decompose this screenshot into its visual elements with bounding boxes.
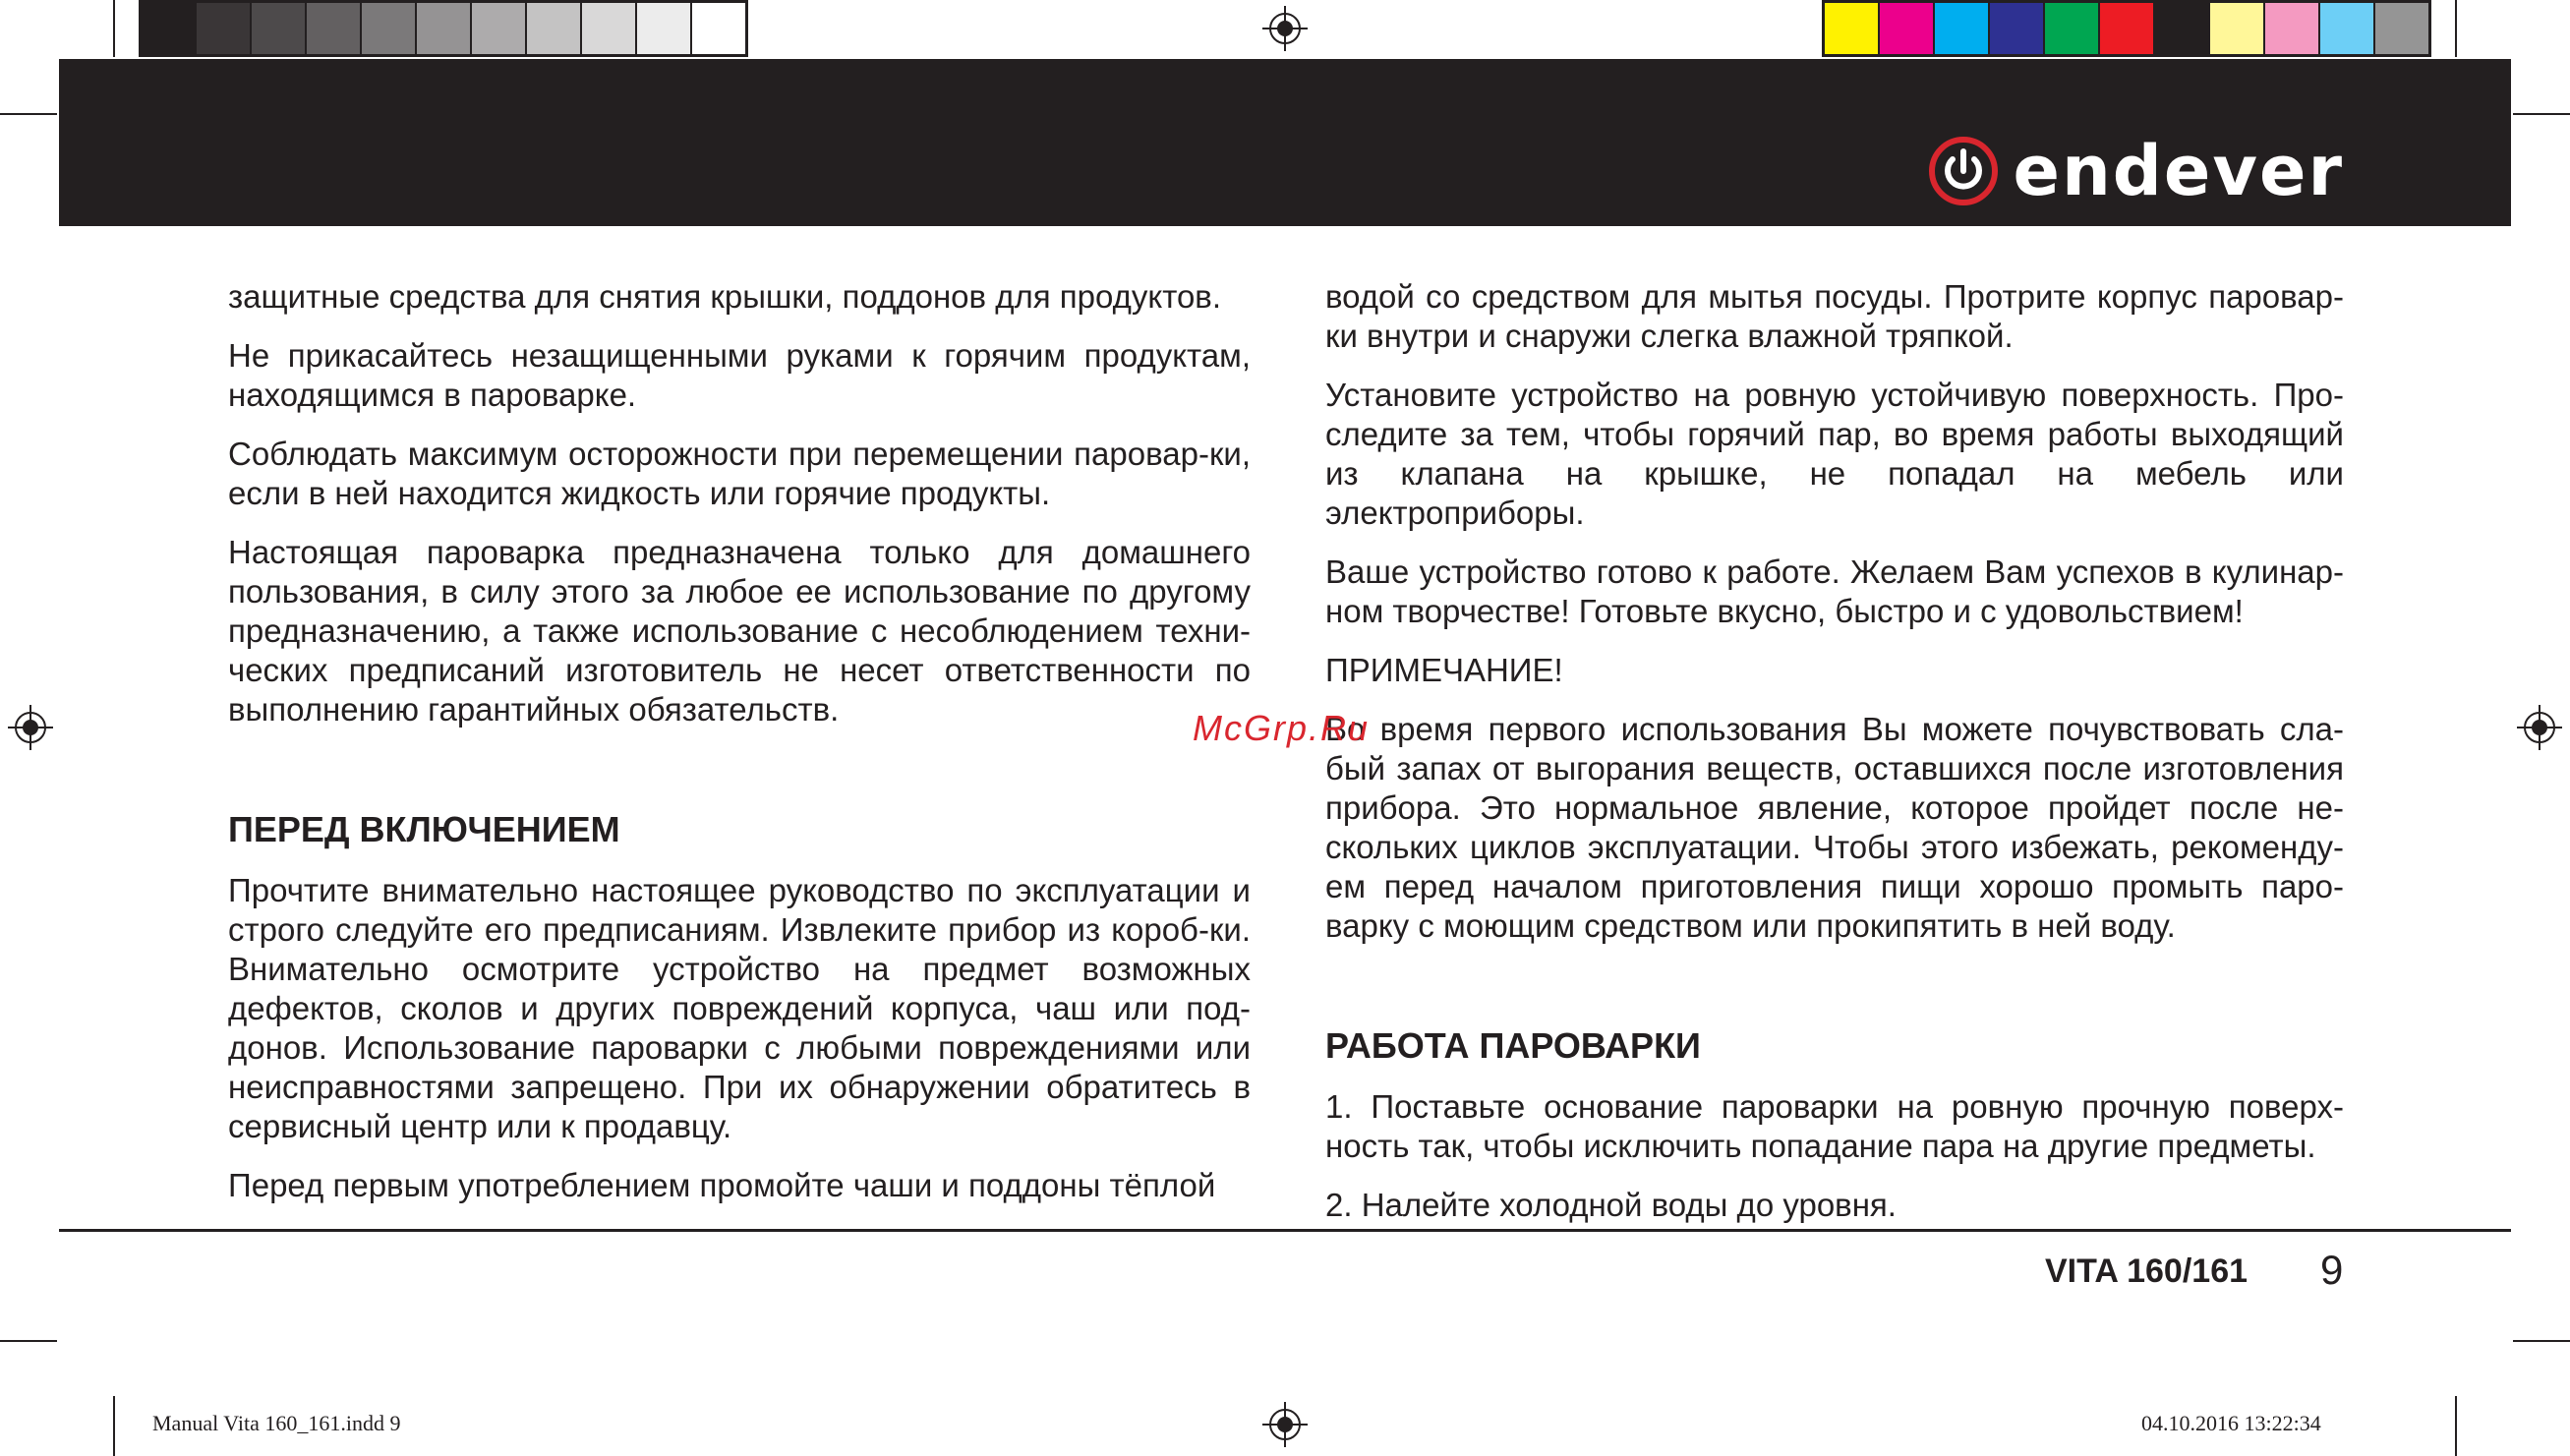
color-swatch [582, 3, 637, 54]
color-swatch [2155, 3, 2210, 54]
paragraph: Настоящая пароварка предназначена только для домашнего пользования, в силу этого за любое ее использование по другому предназначению, а также использование с несоблюдением техни-ческих предписаний изготовитель не несет ответственности по выполнению гарантийных обязательств. [228, 534, 1251, 728]
color-swatch [2375, 3, 2428, 54]
registration-mark-icon [8, 705, 53, 750]
slug-datetime: 04.10.2016 13:22:34 [2141, 1411, 2321, 1435]
paragraph: 2. Налейте холодной воды до уровня. [1325, 1187, 1897, 1223]
brand-name: endever [2013, 131, 2344, 211]
paragraph: Во время первого использования Вы можете почувствовать сла-бый запах от выгорания веществ, оставшихся после изготовления прибора. Это нормальное явление, которое пройдет после не-скольких циклов эксплуатации. Чтобы этого избежать, рекоменду-ем перед началом приготовления пищи хорошо промыть паро-варку с моющим средством или прокипятить в ней воду. [1325, 711, 2344, 944]
paragraph: Установите устройство на ровную устойчивую поверхность. Про-следите за тем, чтобы горячий пар, во время работы выходящий из клапана на крышке, не попадал на мебель или электроприборы. [1325, 377, 2344, 531]
color-swatch [2100, 3, 2155, 54]
crop-mark [0, 113, 57, 115]
crop-mark [113, 0, 115, 57]
crop-mark [2513, 113, 2570, 115]
color-swatch [1935, 3, 1990, 54]
crop-mark [2455, 1396, 2457, 1456]
color-swatch [362, 3, 417, 54]
color-swatch [1990, 3, 2045, 54]
brand-logo [1928, 131, 2344, 211]
color-swatch [2320, 3, 2375, 54]
color-swatch [2265, 3, 2320, 54]
color-swatch [252, 3, 307, 54]
color-swatch [527, 3, 582, 54]
slug-filename: Manual Vita 160_161.indd 9 [152, 1411, 401, 1435]
paragraph: водой со средством для мытья посуды. Протрите корпус паровар-ки внутри и снаружи слегка влажной тряпкой. [1325, 278, 2344, 354]
section-heading: РАБОТА ПАРОВАРКИ [1325, 1025, 1701, 1066]
crop-mark [2455, 0, 2457, 57]
color-swatch [472, 3, 527, 54]
paragraph: защитные средства для снятия крышки, поддонов для продуктов. [228, 278, 1221, 315]
registration-mark-icon [1262, 1402, 1308, 1447]
watermark: McGrp.Ru [1193, 708, 1371, 748]
registration-mark-icon [2517, 705, 2562, 750]
header-band [59, 59, 2511, 226]
color-swatch [417, 3, 472, 54]
model-name: VITA 160/161 [2045, 1252, 2249, 1290]
crop-mark [113, 1396, 115, 1456]
crop-mark [2513, 1340, 2570, 1342]
paragraph: Соблюдать максимум осторожности при перемещении паровар-ки, если в ней находится жидкость или горячие продукты. [228, 436, 1251, 511]
left-column [228, 277, 1251, 1225]
paragraph: 1. Поставьте основание пароварки на ровную прочную поверх-ность так, чтобы исключить попадание пара на другие предметы. [1325, 1088, 2344, 1164]
color-swatch [197, 3, 252, 54]
color-swatch [1825, 3, 1880, 54]
color-swatch [2210, 3, 2265, 54]
gray-swatch-strip [139, 0, 748, 57]
registration-mark-icon [1262, 6, 1308, 51]
right-column [1325, 277, 2344, 1245]
color-swatch-strip [1822, 0, 2431, 57]
paragraph: Прочтите внимательно настоящее руководство по эксплуатации и строго следуйте его предписаниям. Извлеките прибор из короб-ки. Внимательно осмотрите устройство на предмет возможных дефектов, сколов и других повреждений корпуса, чаш или под-донов. Использование пароварки с любыми повреждениями или неисправностями запрещено. При их обнаружении обратитесь в сервисный центр или к продавцу. [228, 872, 1251, 1144]
paragraph: Не прикасайтесь незащищенными руками к горячим продуктам, находящимся в пароварке. [228, 337, 1251, 413]
power-icon [1928, 136, 1999, 206]
color-swatch [2045, 3, 2100, 54]
section-heading: ПЕРЕД ВКЛЮЧЕНИЕМ [228, 809, 620, 849]
paragraph: Ваше устройство готово к работе. Желаем Вам успехов в кулинар-ном творчестве! Готовьте вкусно, быстро и с удовольствием! [1325, 553, 2344, 629]
color-swatch [142, 3, 197, 54]
paragraph: Перед первым употреблением промойте чаши и поддоны тёплой [228, 1167, 1216, 1203]
note-label: ПРИМЕЧАНИЕ! [1325, 652, 1563, 688]
footer-rule [59, 1229, 2511, 1232]
page-number: 9 [2320, 1247, 2344, 1293]
color-swatch [307, 3, 362, 54]
color-swatch [692, 3, 745, 54]
crop-mark [0, 1340, 57, 1342]
color-swatch [637, 3, 692, 54]
color-swatch [1880, 3, 1935, 54]
